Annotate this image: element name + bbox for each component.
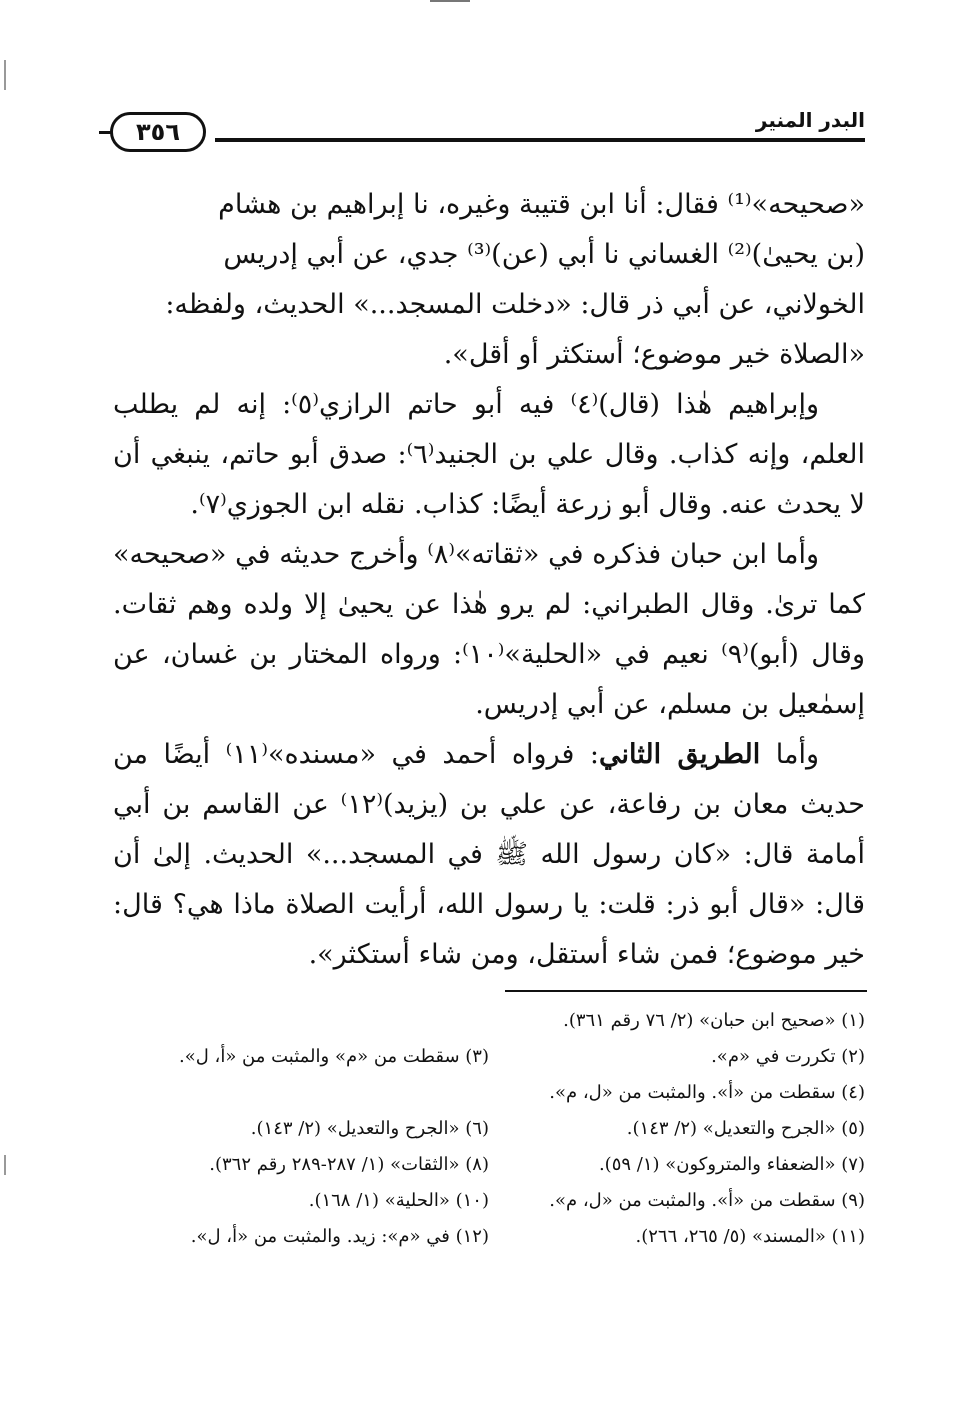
footnote: (٤) سقطت من «أ». والمثبت من «ل، م».	[549, 1082, 865, 1103]
body-line: (بن يحيىٰ)⁽²⁾ الغساني نا أبي (عن)⁽³⁾ جدي، عن أبي إدريس	[223, 239, 865, 270]
footnote: (٦) «الجرح والتعديل» (٢/ ١٤٣).	[250, 1118, 489, 1139]
paragraph-lead: وأما	[775, 739, 819, 770]
footnote: (٥) «الجرح والتعديل» (٢/ ١٤٣).	[626, 1118, 865, 1139]
footnote: (٢) تكررت في «م».	[711, 1046, 865, 1067]
scan-top-mark	[430, 0, 470, 2]
body-line: «الصلاة خير موضوع؛ أستكثر أو أقل».	[443, 339, 865, 370]
paragraph-text: : فرواه أحمد في «مسنده»⁽١١⁾ أيضًا من حديث معان بن رفاعة، عن علي بن (يزيد)⁽١٢⁾ عن القاسم بن أبي أمامة قال: «كان رسول الله ﷺ في المسجد...» الحديث. إلىٰ أن قال: «قال أبو ذر: قلت: يا رسول الله، أرأيت الصلاة ماذا هي؟ قال: خير موضوع؛ فمن شاء أستقل، ومن شاء أستكثر».	[113, 739, 866, 970]
page-header	[110, 108, 865, 154]
footnote: (٨) «الثقات» (١/ ٢٨٧-٢٨٩ رقم ٣٦٢).	[209, 1154, 489, 1175]
header-rule	[215, 138, 865, 142]
footnote: (١٢) في «م»: زيد. والمثبت من «أ، ل».	[190, 1226, 489, 1247]
paragraph: وإبراهيم هٰذا (قال)⁽٤⁾ فيه أبو حاتم الرازي⁽٥⁾: إنه لم يطلب العلم، وإنه كذاب. وقال علي بن الجنيد⁽٦⁾: صدق أبو حاتم، ينبغي أن لا يحدث عنه. وقال أبو زرعة أيضًا: كذاب. نقله ابن الجوزي⁽٧⁾.	[113, 389, 865, 520]
body-line: «صحيحه»⁽¹⁾ فقال: أنا ابن قتيبة وغيره، نا إبراهيم بن هشام	[218, 189, 865, 220]
scan-edge-mark	[4, 1155, 6, 1175]
running-title: البدر المنير	[750, 108, 865, 132]
paragraph: وأما ابن حبان فذكره في «ثقاته»⁽٨⁾ وأخرج حديثه في «صحيحه» كما ترىٰ. وقال الطبراني: لم يرو هٰذا عن يحيىٰ إلا ولده وهم ثقات. وقال (أبو)⁽٩⁾ نعيم في «الحلية»⁽١٠⁾: ورواه المختار بن غسان، عن إسمٰعيل بن مسلم، عن أبي إدريس.	[113, 539, 865, 720]
footnote: (١١) «المسند» (٥/ ٢٦٥، ٢٦٦).	[635, 1226, 865, 1247]
bold-heading: الطريق الثاني	[599, 739, 761, 770]
page-number: ٣٥٦	[110, 112, 206, 152]
main-text	[113, 180, 865, 980]
paragraph	[113, 730, 865, 980]
body-line: الخولاني، عن أبي ذر قال: «دخلت المسجد...» الحديث، ولفظه:	[165, 289, 865, 320]
footnote: (١) «صحيح ابن حبان» (٢/ ٧٦ رقم ٣٦١).	[563, 1010, 865, 1031]
footnote: (١٠) «الحلية» (١/ ١٦٨).	[308, 1190, 489, 1211]
footnote: (٣) سقطت من «م» والمثبت من «أ، ل».	[178, 1046, 489, 1067]
scan-edge-mark	[4, 60, 6, 90]
footnote-separator	[505, 990, 867, 992]
footnote: (٧) «الضعفاء والمتروكون» (١/ ٥٩).	[598, 1154, 865, 1175]
footnote: (٩) سقطت من «أ». والمثبت من «ل، م».	[549, 1190, 865, 1211]
footnotes	[113, 1003, 865, 1255]
